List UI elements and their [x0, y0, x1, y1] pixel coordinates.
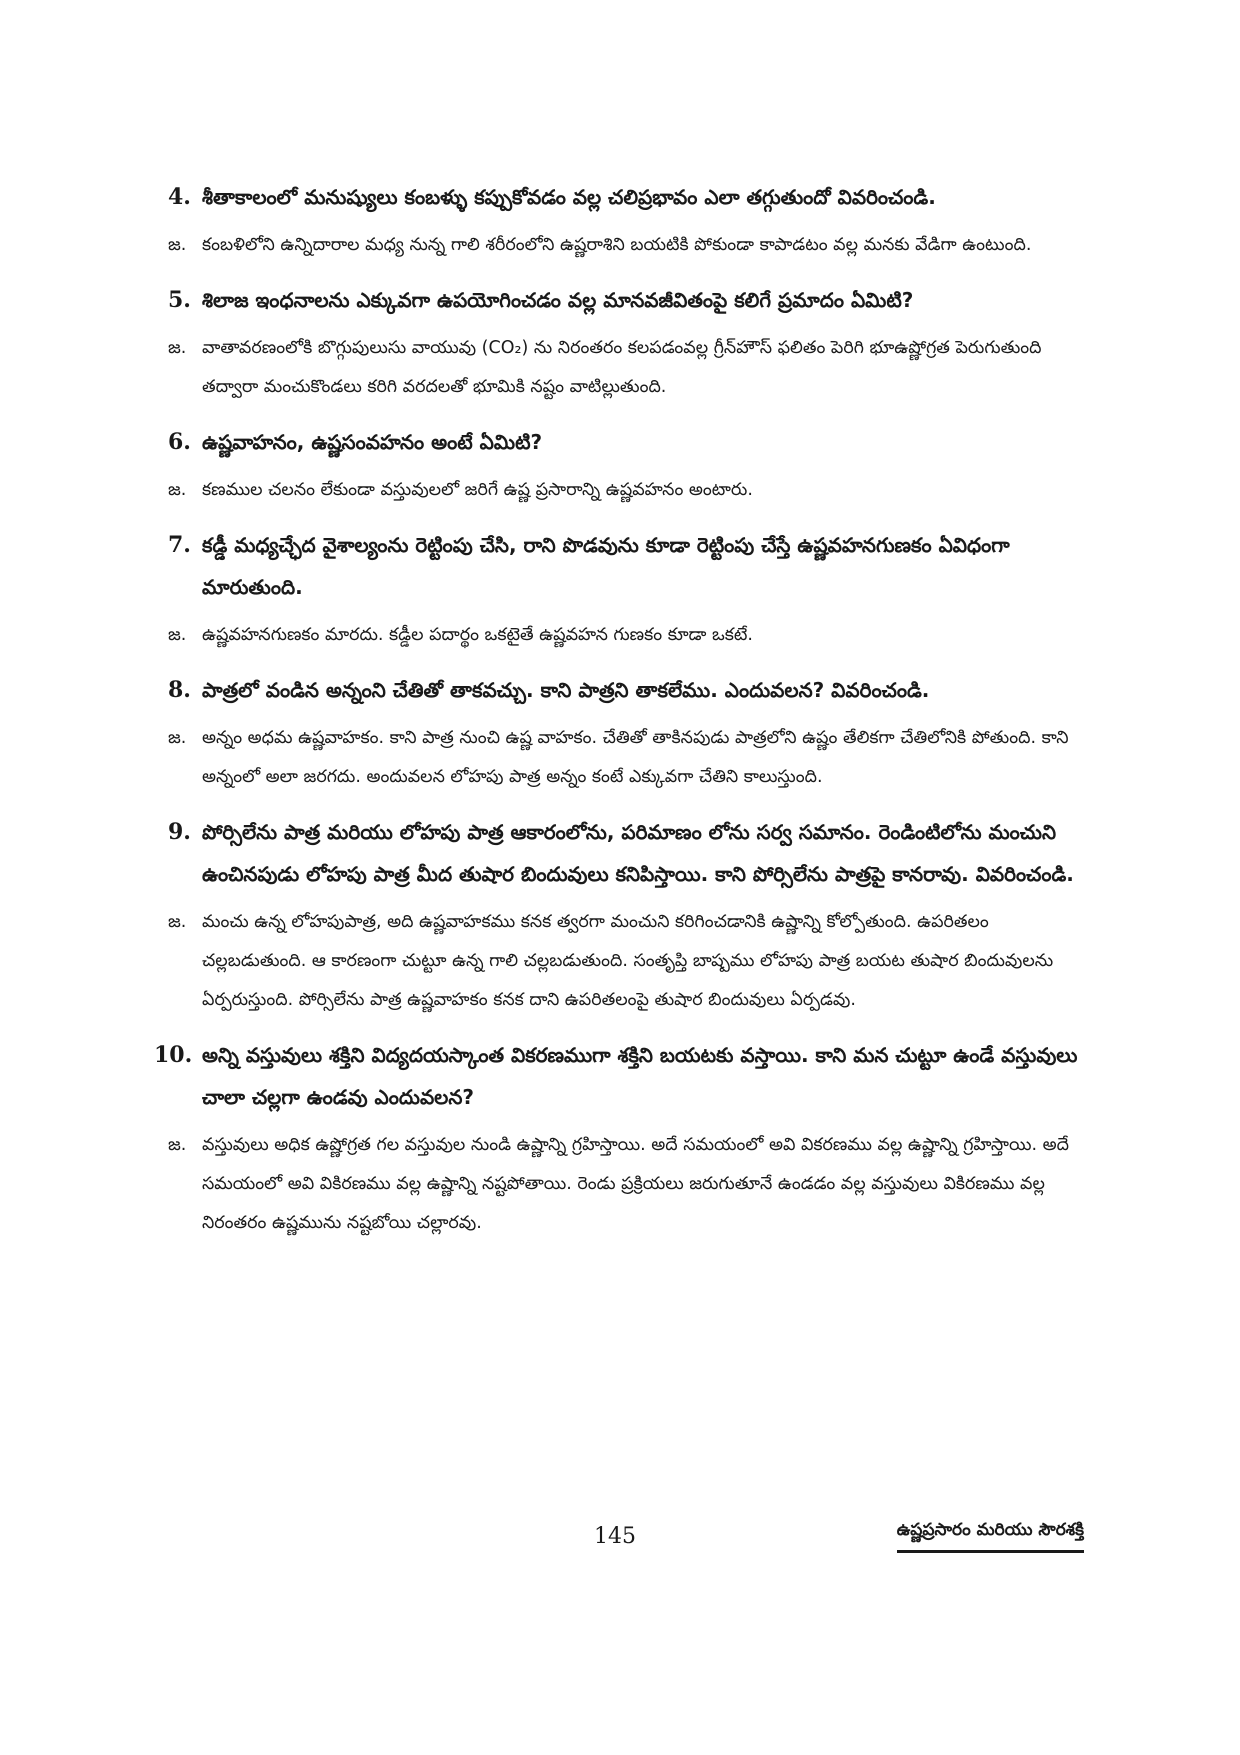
answer [168, 903, 1088, 1020]
question-number: 8. [168, 677, 191, 703]
question-text: పోర్సిలేను పాత్ర మరియు లోహపు పాత్ర ఆకారంలోను, పరిమాణం లోను సర్వ సమానం. రెండింటిలోను మంచుని ఉంచినపుడు లోహపు పాత్ర మీద తుషార బిందువులు కనిపిస్తాయి. కాని పోర్సిలేను పాత్రపై కానరావు. వివరించండి. [202, 820, 1074, 886]
page-number: 145 [594, 1524, 636, 1549]
qa-item-5 [168, 279, 1088, 407]
answer-label: జ. [168, 338, 187, 358]
answer-text: ఉష్ణవహనగుణకం మారదు. కడ్డీల పదార్థం ఒకటైతే ఉష్ణవహన గుణకం కూడా ఒకటే. [202, 625, 753, 645]
question-number: 4. [168, 184, 191, 210]
answer-text: కంబళిలోని ఉన్నిదారాల మధ్య నున్న గాలి శరీరంలోని ఉష్ణరాశిని బయటికి పోకుండా కాపాడటం వల్ల మనకు వేడిగా ఉంటుంది. [202, 235, 1032, 255]
answer-text: వస్తువులు అధిక ఉష్ణోగ్రత గల వస్తువుల నుండి ఉష్ణాన్ని గ్రహిస్తాయి. అదే సమయంలో అవి వికరణము వల్ల ఉష్ణాన్ని గ్రహిస్తాయి. అదే సమయంలో అవి వికిరణము వల్ల ఉష్ణాన్ని నష్టపోతాయి. రెండు ప్రక్రియలు జరుగుతూనే ఉండడం వల్ల వస్తువులు వికిరణము వల్ల నిరంతరం ఉష్ణమును నష్టబోయి చల్లారవు. [202, 1135, 1069, 1233]
qa-list [154, 176, 1088, 1257]
qa-item-10 [154, 1034, 1088, 1243]
question [168, 524, 1088, 608]
question [168, 421, 1088, 463]
answer-label: జ. [168, 1135, 187, 1155]
answer-label: జ. [168, 625, 187, 645]
qa-item-6 [168, 421, 1088, 510]
qa-item-4 [168, 176, 1088, 265]
question [154, 1034, 1088, 1118]
answer [168, 226, 1088, 265]
qa-item-7 [168, 524, 1088, 655]
question-number: 7. [168, 532, 191, 558]
answer [168, 1126, 1088, 1243]
answer [168, 616, 1088, 655]
answer-label: జ. [168, 728, 187, 748]
question [168, 669, 1088, 711]
answer-label: జ. [168, 235, 187, 255]
question-text: అన్ని వస్తువులు శక్తిని విద్యదయస్కాంత వికరణముగా శక్తిని బయటకు వస్తాయి. కాని మన చుట్టూ ఉండే వస్తువులు చాలా చల్లగా ఉండవు ఎందువలన? [202, 1043, 1078, 1109]
answer [168, 329, 1088, 407]
question-number: 10. [154, 1042, 193, 1068]
question [168, 279, 1088, 321]
qa-item-9 [168, 811, 1088, 1020]
answer-label: జ. [168, 480, 187, 500]
question-text: ఉష్ణవాహనం, ఉష్ణసంవహనం అంటే ఏమిటి? [202, 430, 543, 454]
answer-text: అన్నం అధమ ఉష్ణవాహకం. కాని పాత్ర నుంచి ఉష్ణ వాహకం. చేతితో తాకినపుడు పాత్రలోని ఉష్ణం తేలికగా చేతిలోనికి పోతుంది. కాని అన్నంలో అలా జరగదు. అందువలన లోహపు పాత్ర అన్నం కంటే ఎక్కువగా చేతిని కాలుస్తుంది. [202, 728, 1069, 787]
question-text: కడ్డీ మధ్యచ్ఛేద వైశాల్యంను రెట్టింపు చేసి, రాని పొడవును కూడా రెట్టింపు చేస్తే ఉష్ణవహనగుణకం ఏవిధంగా మారుతుంది. [202, 533, 1010, 599]
qa-item-8 [168, 669, 1088, 797]
question-text: పాత్రలో వండిన అన్నంని చేతితో తాకవచ్చు. కాని పాత్రని తాకలేము. ఎందువలన? వివరించండి. [202, 678, 930, 702]
question [168, 811, 1088, 895]
question-text: శీతాకాలంలో మనుష్యులు కంబళ్ళు కప్పుకోవడం వల్ల చలిప్రభావం ఎలా తగ్గుతుందో వివరించండి. [202, 185, 936, 209]
question-number: 5. [168, 287, 191, 313]
question-number: 9. [168, 819, 191, 845]
answer-label: జ. [168, 912, 187, 932]
answer-text: మంచు ఉన్న లోహపుపాత్ర, అది ఉష్ణవాహకము కనక త్వరగా మంచుని కరిగించడానికి ఉష్ణాన్ని కోల్పోతుంది. ఉపరితలం చల్లబడుతుంది. ఆ కారణంగా చుట్టూ ఉన్న గాలి చల్లబడుతుంది. సంతృప్తి బాష్పము లోహపు పాత్ర బయట తుషార బిందువులను ఏర్పరుస్తుంది. పోర్సిలేను పాత్ర ఉష్ణవాహకం కనక దాని ఉపరితలంపై తుషార బిందువులు ఏర్పడవు. [202, 912, 1054, 1010]
question [168, 176, 1088, 218]
answer [168, 471, 1088, 510]
question-text: శిలాజ ఇంధనాలను ఎక్కువగా ఉపయోగించడం వల్ల మానవజీవితంపై కలిగే ప్రమాదం ఏమిటి? [202, 288, 914, 312]
chapter-title: ఉష్ణప్రసారం మరియు సౌరశక్తి [897, 1520, 1084, 1553]
answer [168, 719, 1088, 797]
answer-text: వాతావరణంలోకి బొగ్గుపులుసు వాయువు (CO₂) ను నిరంతరం కలపడంవల్ల గ్రీన్‌హౌస్ ఫలితం పెరిగి భూఉష్ణోగ్రత పెరుగుతుంది తద్వారా మంచుకొండలు కరిగి వరదలతో భూమికి నష్టం వాటిల్లుతుంది. [202, 338, 1042, 397]
answer-text: కణముల చలనం లేకుండా వస్తువులలో జరిగే ఉష్ణ ప్రసారాన్ని ఉష్ణవహనం అంటారు. [202, 480, 753, 500]
question-number: 6. [168, 429, 191, 455]
